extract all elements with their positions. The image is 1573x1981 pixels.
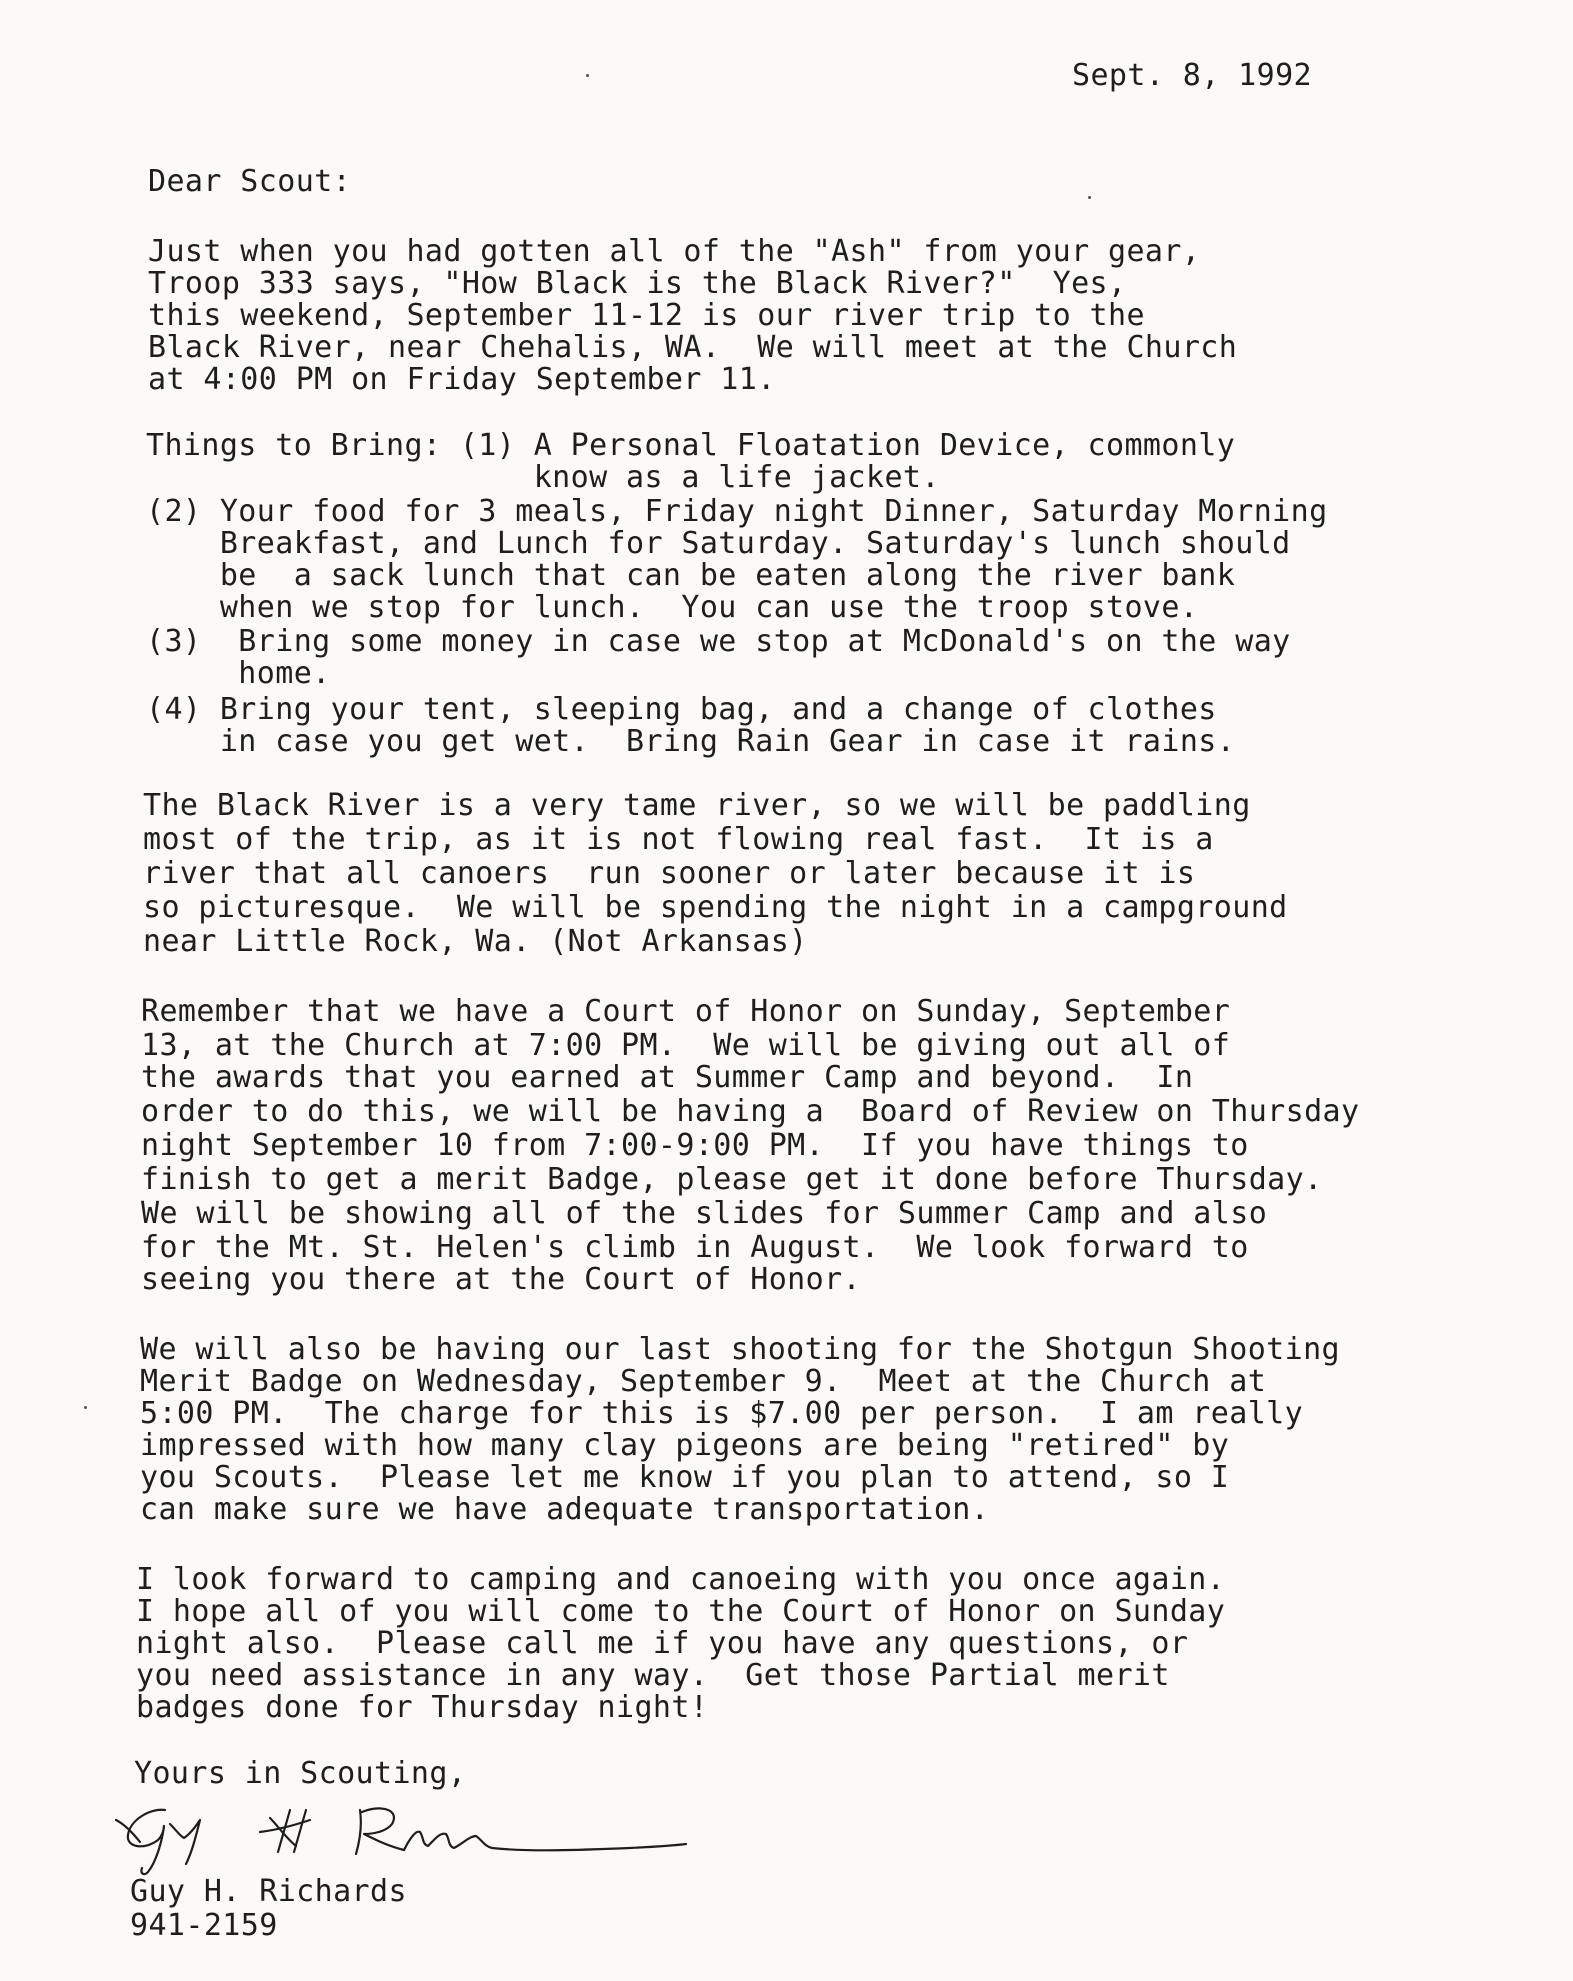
paper-speck [84, 1406, 87, 1409]
list-item: (3) Bring some money in case we stop at McDonald's on the way [146, 624, 1291, 659]
signature-icon [110, 1780, 690, 1880]
list-item: (4) Bring your tent, sleeping bag, and a change of clothes [146, 692, 1217, 727]
text-line: night September 10 from 7:00-9:00 PM. If you have things to [141, 1128, 1249, 1163]
list-item: in case you get wet. Bring Rain Gear in case it rains. [146, 724, 1236, 759]
text-line: We will also be having our last shooting for the Shotgun Shooting [140, 1332, 1340, 1367]
text-line: The Black River is a very tame river, so we will be paddling [143, 788, 1251, 823]
paper-speck [1088, 196, 1091, 199]
text-line: I hope all of you will come to the Court of Honor on Sunday [136, 1594, 1226, 1629]
text-line: near Little Rock, Wa. (Not Arkansas) [143, 924, 808, 959]
text-line: order to do this, we will be having a Board of Review on Thursday [141, 1094, 1360, 1129]
text-line: you need assistance in any way. Get those Partial merit [136, 1658, 1170, 1693]
paper-speck [586, 74, 589, 77]
text-line: this weekend, September 11-12 is our river trip to the [148, 298, 1145, 333]
text-line: Black River, near Chehalis, WA. We will meet at the Church [148, 330, 1238, 365]
text-line: river that all canoers run sooner or later because it is [143, 856, 1196, 891]
text-line: most of the trip, as it is not flowing real fast. It is a [143, 822, 1214, 857]
text-line: We will be showing all of the slides for Summer Camp and also [141, 1196, 1268, 1231]
text-line: at 4:00 PM on Friday September 11. [148, 362, 776, 397]
signer-name: Guy H. Richards [130, 1874, 407, 1909]
list-item: know as a life jacket. [146, 460, 940, 495]
text-line: so picturesque. We will be spending the night in a campground [143, 890, 1288, 925]
text-line: night also. Please call me if you have any questions, or [136, 1626, 1189, 1661]
letter-date: Sept. 8, 1992 [1072, 58, 1312, 93]
text-line: 13, at the Church at 7:00 PM. We will be giving out all of [141, 1028, 1231, 1063]
salutation: Dear Scout: [148, 164, 352, 199]
list-item: Breakfast, and Lunch for Saturday. Saturday's lunch should [146, 526, 1291, 561]
text-line: Merit Badge on Wednesday, September 9. Meet at the Church at [140, 1364, 1267, 1399]
list-item: Things to Bring: (1) A Personal Floatation Device, commonly [146, 428, 1236, 463]
text-line: Troop 333 says, "How Black is the Black River?" Yes, [148, 266, 1127, 301]
text-line: impressed with how many clay pigeons are being "retired" by [140, 1428, 1230, 1463]
text-line: you Scouts. Please let me know if you plan to attend, so I [140, 1460, 1230, 1495]
text-line: finish to get a merit Badge, please get it done before Thursday. [141, 1162, 1323, 1197]
text-line: seeing you there at the Court of Honor. [141, 1262, 861, 1297]
text-line: can make sure we have adequate transportation. [140, 1492, 990, 1527]
list-item: home. [146, 656, 331, 691]
list-item: be a sack lunch that can be eaten along the river bank [146, 558, 1236, 593]
text-line: for the Mt. St. Helen's climb in August. We look forward to [141, 1230, 1249, 1265]
list-item: when we stop for lunch. You can use the troop stove. [146, 590, 1199, 625]
closing: Yours in Scouting, [134, 1756, 467, 1791]
text-line: the awards that you earned at Summer Camp and beyond. In [141, 1060, 1194, 1095]
list-item: (2) Your food for 3 meals, Friday night Dinner, Saturday Morning [146, 494, 1328, 529]
text-line: 5:00 PM. The charge for this is $7.00 per person. I am really [140, 1396, 1304, 1431]
signer-phone: 941-2159 [130, 1908, 278, 1943]
text-line: Remember that we have a Court of Honor on Sunday, September [141, 994, 1231, 1029]
text-line: Just when you had gotten all of the "Ash" from your gear, [148, 234, 1201, 269]
text-line: I look forward to camping and canoeing with you once again. [136, 1562, 1226, 1597]
text-line: badges done for Thursday night! [136, 1690, 709, 1725]
